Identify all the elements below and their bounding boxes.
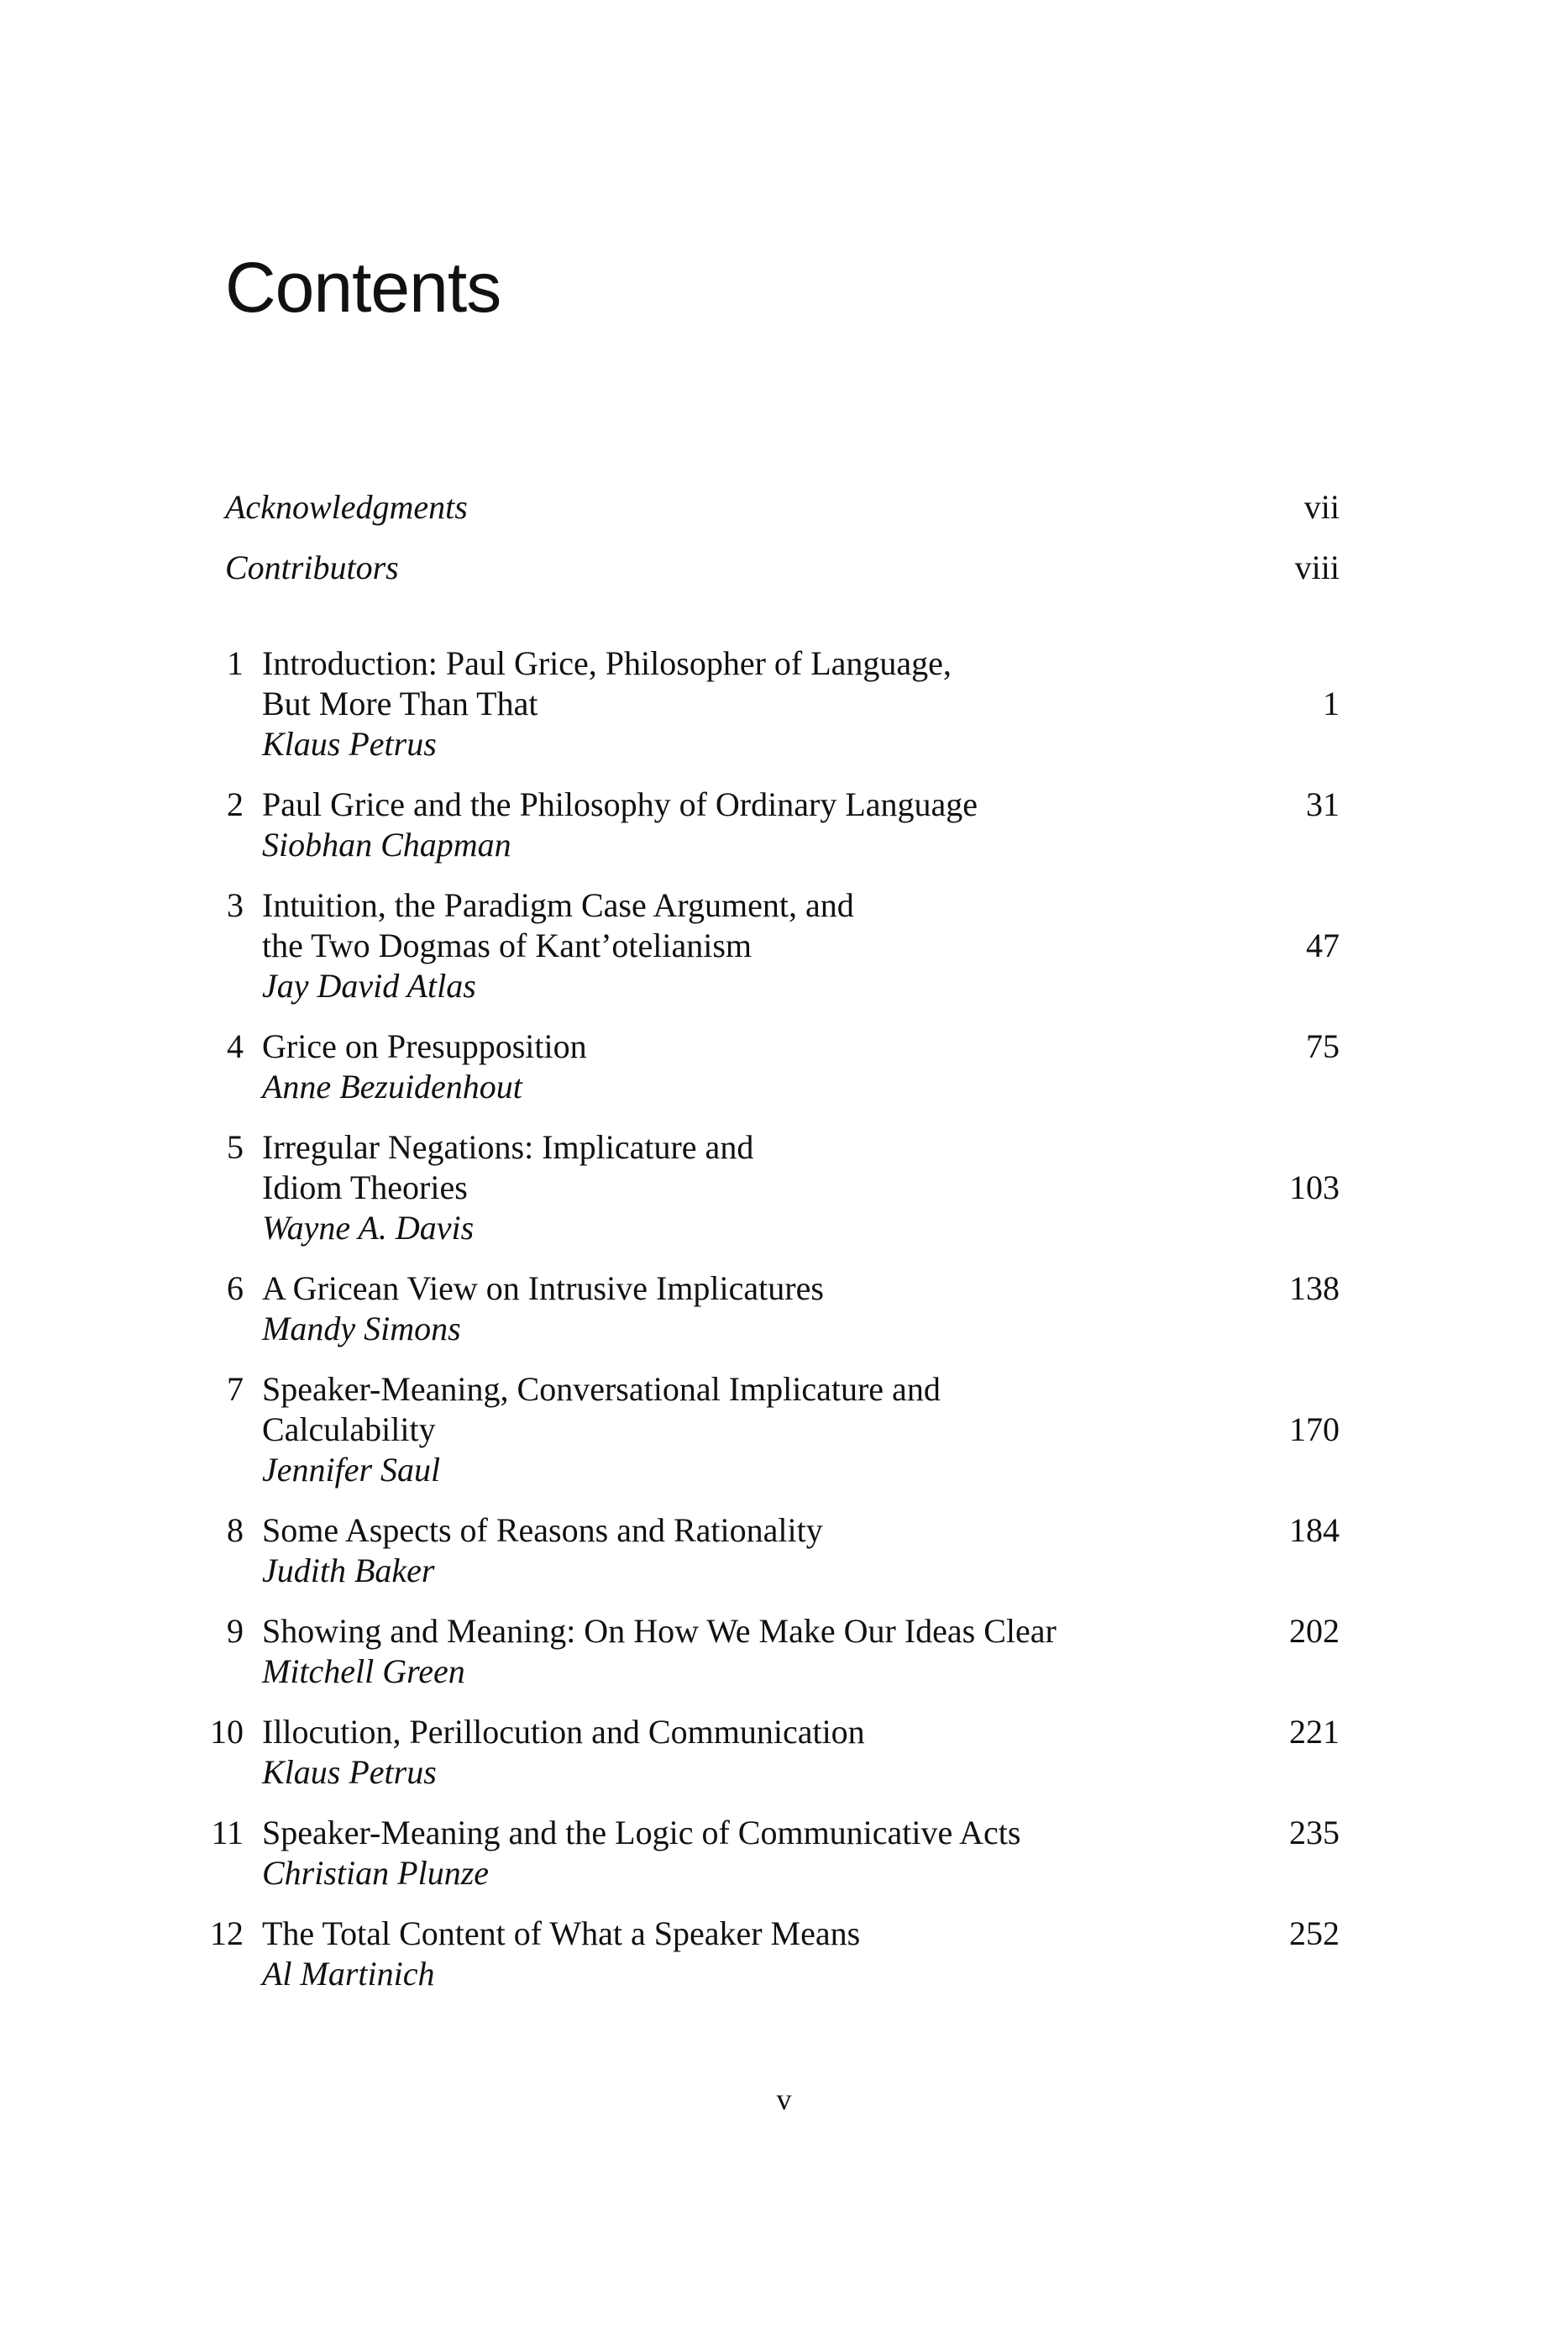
chapter-number: 7 bbox=[227, 1370, 244, 1408]
chapter-body bbox=[262, 885, 1340, 1006]
chapter-number: 5 bbox=[227, 1128, 244, 1166]
chapter-body bbox=[262, 1027, 1340, 1107]
chapter-body bbox=[262, 1914, 1340, 1994]
chapter-title-line: the Two Dogmas of Kant’otelianism bbox=[262, 927, 753, 964]
chapter-body bbox=[262, 1712, 1340, 1793]
chapter-body bbox=[262, 1369, 1340, 1490]
chapter-body bbox=[262, 1127, 1340, 1248]
chapter-author: Wayne A. Davis bbox=[262, 1209, 475, 1247]
chapter-title-row bbox=[262, 785, 1340, 825]
front-matter-acknowledgments bbox=[225, 487, 1340, 528]
chapter-title-line: Speaker-Meaning, Conversational Implicature and bbox=[262, 1370, 941, 1408]
chapter-entry bbox=[168, 1712, 1340, 1793]
front-matter-page: viii bbox=[1294, 549, 1340, 586]
chapter-title-row bbox=[262, 1168, 1340, 1208]
chapter-number: 12 bbox=[210, 1914, 244, 1952]
chapter-body bbox=[262, 1510, 1340, 1591]
chapter-entry bbox=[168, 1611, 1340, 1692]
chapter-title-line: The Total Content of What a Speaker Means bbox=[262, 1914, 861, 1952]
chapter-title-row bbox=[262, 926, 1340, 966]
chapter-entry bbox=[168, 1813, 1340, 1893]
page-title: Contents bbox=[225, 248, 501, 327]
chapter-title-line: Paul Grice and the Philosophy of Ordinary Language bbox=[262, 785, 978, 823]
chapter-title-row bbox=[262, 1369, 1340, 1410]
chapter-author: Klaus Petrus bbox=[262, 725, 437, 763]
chapter-entry bbox=[168, 1127, 1340, 1248]
chapter-title-line: Idiom Theories bbox=[262, 1168, 468, 1206]
chapter-body bbox=[262, 785, 1340, 865]
chapter-title-row bbox=[262, 1914, 1340, 1954]
chapter-entry bbox=[168, 1369, 1340, 1490]
chapter-title-line: Intuition, the Paradigm Case Argument, and bbox=[262, 886, 854, 924]
chapter-title-line: A Gricean View on Intrusive Implicatures bbox=[262, 1269, 824, 1307]
chapter-number: 9 bbox=[227, 1612, 244, 1650]
chapter-author: Mandy Simons bbox=[262, 1310, 461, 1347]
chapter-page-number: 221 bbox=[1289, 1713, 1340, 1751]
chapter-title-line: Some Aspects of Reasons and Rationality bbox=[262, 1511, 823, 1549]
chapter-page-number: 184 bbox=[1289, 1511, 1340, 1549]
front-matter-page: vii bbox=[1303, 488, 1340, 526]
chapter-number: 8 bbox=[227, 1511, 244, 1549]
chapter-author: Al Martinich bbox=[262, 1955, 435, 1993]
chapter-title-line: But More Than That bbox=[262, 685, 538, 722]
chapter-entry bbox=[168, 1268, 1340, 1349]
front-matter-label: Contributors bbox=[225, 549, 399, 586]
chapter-title-line: Illocution, Perillocution and Communication bbox=[262, 1713, 865, 1751]
chapter-entry bbox=[168, 885, 1340, 1006]
chapter-number: 1 bbox=[227, 644, 244, 682]
chapter-page-number: 31 bbox=[1306, 785, 1340, 823]
chapter-body bbox=[262, 643, 1340, 764]
chapter-title-row bbox=[262, 643, 1340, 684]
chapter-title-line: Introduction: Paul Grice, Philosopher of Language, bbox=[262, 644, 952, 682]
chapter-title-row bbox=[262, 1027, 1340, 1067]
chapter-body bbox=[262, 1813, 1340, 1893]
chapter-title-line: Irregular Negations: Implicature and bbox=[262, 1128, 754, 1166]
chapter-title-row bbox=[262, 1268, 1340, 1309]
chapter-title-row bbox=[262, 684, 1340, 724]
chapter-title-row bbox=[262, 1611, 1340, 1651]
front-matter-contributors bbox=[225, 548, 1340, 588]
chapter-number: 4 bbox=[227, 1027, 244, 1065]
chapter-page-number: 1 bbox=[1323, 685, 1340, 722]
chapter-author: Judith Baker bbox=[262, 1552, 435, 1589]
chapter-title-line: Speaker-Meaning and the Logic of Communicative Acts bbox=[262, 1814, 1021, 1851]
chapter-page-number: 75 bbox=[1306, 1027, 1340, 1065]
chapter-page-number: 47 bbox=[1306, 927, 1340, 964]
chapter-author: Jay David Atlas bbox=[262, 967, 476, 1005]
front-matter-label: Acknowledgments bbox=[225, 488, 468, 526]
chapter-author: Christian Plunze bbox=[262, 1854, 490, 1892]
chapter-title-row bbox=[262, 1510, 1340, 1551]
chapter-title-row bbox=[262, 1813, 1340, 1853]
chapter-title-line: Calculability bbox=[262, 1410, 436, 1448]
chapter-title-line: Showing and Meaning: On How We Make Our Ideas Clear bbox=[262, 1612, 1057, 1650]
chapter-entry bbox=[168, 1510, 1340, 1591]
chapter-title-row bbox=[262, 885, 1340, 926]
chapter-author: Anne Bezuidenhout bbox=[262, 1068, 522, 1105]
chapter-page-number: 103 bbox=[1289, 1168, 1340, 1206]
chapter-number: 6 bbox=[227, 1269, 244, 1307]
chapter-author: Klaus Petrus bbox=[262, 1753, 437, 1791]
chapter-number: 2 bbox=[227, 785, 244, 823]
chapter-title-line: Grice on Presupposition bbox=[262, 1027, 587, 1065]
chapter-page-number: 252 bbox=[1289, 1914, 1340, 1952]
chapter-entry bbox=[168, 1027, 1340, 1107]
chapter-page-number: 170 bbox=[1289, 1410, 1340, 1448]
chapter-list bbox=[168, 643, 1340, 2014]
chapter-author: Jennifer Saul bbox=[262, 1451, 441, 1489]
chapter-number: 10 bbox=[210, 1713, 244, 1751]
chapter-page-number: 202 bbox=[1289, 1612, 1340, 1650]
chapter-entry bbox=[168, 1914, 1340, 1994]
chapter-entry bbox=[168, 785, 1340, 865]
page-folio: v bbox=[776, 2082, 792, 2116]
chapter-title-row bbox=[262, 1127, 1340, 1168]
chapter-page-number: 138 bbox=[1289, 1269, 1340, 1307]
chapter-page-number: 235 bbox=[1289, 1814, 1340, 1851]
chapter-title-row bbox=[262, 1712, 1340, 1752]
chapter-number: 11 bbox=[211, 1814, 244, 1851]
chapter-entry bbox=[168, 643, 1340, 764]
chapter-author: Siobhan Chapman bbox=[262, 826, 511, 864]
chapter-author: Mitchell Green bbox=[262, 1652, 465, 1690]
chapter-body bbox=[262, 1611, 1340, 1692]
chapter-body bbox=[262, 1268, 1340, 1349]
chapter-number: 3 bbox=[227, 886, 244, 924]
chapter-title-row bbox=[262, 1410, 1340, 1450]
